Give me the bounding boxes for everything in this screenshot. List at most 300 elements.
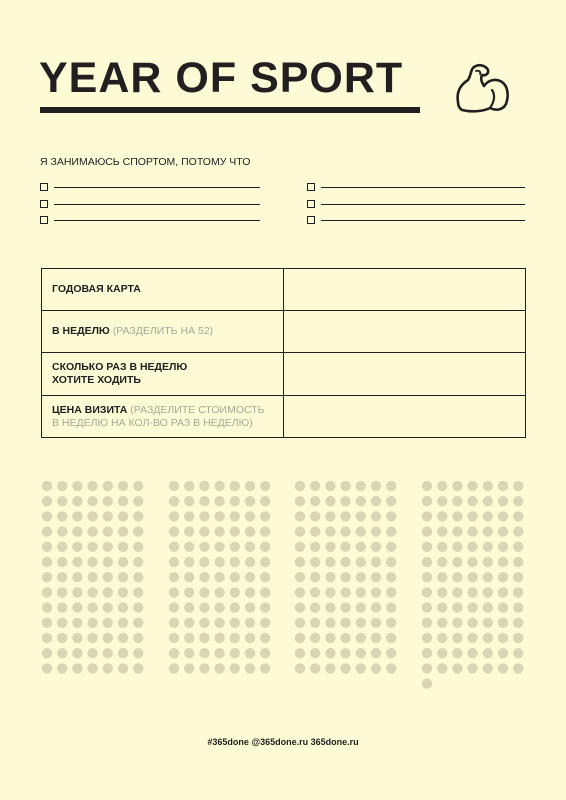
day-dot[interactable] [437, 587, 447, 597]
checkbox[interactable] [307, 216, 315, 224]
day-dot[interactable] [42, 618, 52, 628]
day-dot[interactable] [452, 648, 462, 658]
day-dot[interactable] [513, 511, 523, 521]
day-dot[interactable] [87, 572, 97, 582]
day-dot[interactable] [483, 572, 493, 582]
day-dot[interactable] [310, 602, 320, 612]
day-dot[interactable] [452, 542, 462, 552]
day-dot[interactable] [386, 557, 396, 567]
day-dot[interactable] [245, 648, 255, 658]
day-dot[interactable] [356, 481, 366, 491]
day-dot[interactable] [371, 618, 381, 628]
day-dot[interactable] [260, 602, 270, 612]
day-dot[interactable] [184, 557, 194, 567]
day-dot[interactable] [42, 481, 52, 491]
day-dot[interactable] [184, 602, 194, 612]
day-dot[interactable] [260, 648, 270, 658]
day-dot[interactable] [356, 557, 366, 567]
day-dot[interactable] [310, 572, 320, 582]
day-dot[interactable] [325, 587, 335, 597]
day-dot[interactable] [498, 572, 508, 582]
day-dot[interactable] [214, 633, 224, 643]
day-dot[interactable] [422, 511, 432, 521]
day-dot[interactable] [513, 557, 523, 567]
day-dot[interactable] [295, 648, 305, 658]
day-dot[interactable] [169, 618, 179, 628]
day-dot[interactable] [42, 511, 52, 521]
day-dot[interactable] [184, 618, 194, 628]
day-dot[interactable] [230, 587, 240, 597]
day-dot[interactable] [371, 557, 381, 567]
day-dot[interactable] [483, 602, 493, 612]
day-dot[interactable] [169, 648, 179, 658]
day-dot[interactable] [87, 542, 97, 552]
day-dot[interactable] [57, 648, 67, 658]
day-dot[interactable] [118, 542, 128, 552]
day-dot[interactable] [245, 511, 255, 521]
day-dot[interactable] [498, 618, 508, 628]
day-dot[interactable] [452, 481, 462, 491]
day-dot[interactable] [199, 633, 209, 643]
day-dot[interactable] [103, 602, 113, 612]
day-dot[interactable] [57, 526, 67, 536]
day-dot[interactable] [498, 633, 508, 643]
day-dot[interactable] [103, 526, 113, 536]
day-dot[interactable] [452, 618, 462, 628]
day-dot[interactable] [103, 633, 113, 643]
day-dot[interactable] [214, 648, 224, 658]
reason-item[interactable] [40, 183, 260, 188]
day-dot[interactable] [356, 526, 366, 536]
day-dot[interactable] [230, 618, 240, 628]
day-dot[interactable] [245, 663, 255, 673]
day-dot[interactable] [467, 572, 477, 582]
day-dot[interactable] [169, 526, 179, 536]
checkbox[interactable] [307, 200, 315, 208]
day-dot[interactable] [437, 648, 447, 658]
day-dot[interactable] [199, 557, 209, 567]
day-dot[interactable] [230, 526, 240, 536]
day-dot[interactable] [422, 496, 432, 506]
day-dot[interactable] [513, 633, 523, 643]
checkbox[interactable] [40, 200, 48, 208]
day-dot[interactable] [103, 557, 113, 567]
day-dot[interactable] [356, 602, 366, 612]
day-dot[interactable] [310, 481, 320, 491]
day-dot[interactable] [467, 587, 477, 597]
day-dot[interactable] [437, 557, 447, 567]
day-dot[interactable] [386, 496, 396, 506]
day-dot[interactable] [214, 557, 224, 567]
day-dot[interactable] [437, 526, 447, 536]
day-dot[interactable] [467, 481, 477, 491]
day-dot[interactable] [169, 663, 179, 673]
day-dot[interactable] [498, 602, 508, 612]
day-dot[interactable] [452, 572, 462, 582]
day-dot[interactable] [452, 663, 462, 673]
day-dot[interactable] [467, 663, 477, 673]
day-dot[interactable] [386, 572, 396, 582]
day-dot[interactable] [498, 587, 508, 597]
day-dot[interactable] [118, 633, 128, 643]
day-dot[interactable] [72, 526, 82, 536]
day-dot[interactable] [422, 602, 432, 612]
checkbox[interactable] [307, 183, 315, 191]
day-dot[interactable] [325, 648, 335, 658]
day-dot[interactable] [199, 511, 209, 521]
day-dot[interactable] [169, 557, 179, 567]
day-dot[interactable] [260, 663, 270, 673]
day-dot[interactable] [133, 602, 143, 612]
day-dot[interactable] [118, 648, 128, 658]
day-dot[interactable] [57, 496, 67, 506]
checkbox[interactable] [40, 183, 48, 191]
day-dot[interactable] [452, 602, 462, 612]
day-dot[interactable] [199, 572, 209, 582]
day-dot[interactable] [57, 618, 67, 628]
day-dot[interactable] [72, 663, 82, 673]
day-dot[interactable] [422, 663, 432, 673]
reason-line[interactable] [54, 187, 260, 188]
day-dot[interactable] [87, 618, 97, 628]
day-dot[interactable] [371, 511, 381, 521]
day-dot[interactable] [214, 618, 224, 628]
day-dot[interactable] [340, 648, 350, 658]
day-dot[interactable] [371, 572, 381, 582]
day-dot[interactable] [184, 572, 194, 582]
day-dot[interactable] [169, 602, 179, 612]
day-dot[interactable] [437, 496, 447, 506]
day-dot[interactable] [422, 633, 432, 643]
day-dot[interactable] [295, 481, 305, 491]
day-dot[interactable] [386, 663, 396, 673]
day-dot[interactable] [184, 587, 194, 597]
day-dot[interactable] [386, 587, 396, 597]
day-dot[interactable] [437, 481, 447, 491]
day-dot[interactable] [467, 648, 477, 658]
day-dot[interactable] [467, 602, 477, 612]
day-dot[interactable] [513, 481, 523, 491]
day-dot[interactable] [295, 557, 305, 567]
day-dot[interactable] [498, 542, 508, 552]
reason-line[interactable] [54, 204, 260, 205]
day-dot[interactable] [199, 496, 209, 506]
day-dot[interactable] [295, 511, 305, 521]
reason-line[interactable] [54, 220, 260, 221]
day-dot[interactable] [356, 648, 366, 658]
day-dot[interactable] [498, 663, 508, 673]
row-value-field[interactable] [283, 311, 525, 353]
day-dot[interactable] [483, 481, 493, 491]
day-dot[interactable] [422, 526, 432, 536]
day-dot[interactable] [295, 587, 305, 597]
day-dot[interactable] [42, 557, 52, 567]
day-dot[interactable] [437, 633, 447, 643]
day-dot[interactable] [310, 511, 320, 521]
day-dot[interactable] [57, 542, 67, 552]
day-dot[interactable] [230, 496, 240, 506]
day-dot[interactable] [42, 602, 52, 612]
day-dot[interactable] [340, 587, 350, 597]
day-dot[interactable] [483, 496, 493, 506]
day-dot[interactable] [245, 496, 255, 506]
day-dot[interactable] [422, 542, 432, 552]
day-dot[interactable] [356, 511, 366, 521]
day-dot[interactable] [260, 618, 270, 628]
day-dot[interactable] [214, 542, 224, 552]
day-dot[interactable] [325, 663, 335, 673]
day-dot[interactable] [118, 526, 128, 536]
day-dot[interactable] [422, 678, 432, 688]
day-dot[interactable] [513, 618, 523, 628]
day-dot[interactable] [295, 572, 305, 582]
day-dot[interactable] [371, 542, 381, 552]
day-dot[interactable] [42, 648, 52, 658]
day-dot[interactable] [483, 663, 493, 673]
day-dot[interactable] [513, 542, 523, 552]
day-dot[interactable] [422, 648, 432, 658]
day-dot[interactable] [169, 633, 179, 643]
day-dot[interactable] [437, 542, 447, 552]
day-dot[interactable] [133, 618, 143, 628]
day-dot[interactable] [103, 511, 113, 521]
day-dot[interactable] [42, 633, 52, 643]
day-dot[interactable] [295, 602, 305, 612]
day-dot[interactable] [169, 511, 179, 521]
day-dot[interactable] [295, 633, 305, 643]
day-dot[interactable] [103, 496, 113, 506]
day-dot[interactable] [452, 511, 462, 521]
day-dot[interactable] [467, 633, 477, 643]
day-dot[interactable] [498, 557, 508, 567]
day-dot[interactable] [245, 618, 255, 628]
day-dot[interactable] [72, 633, 82, 643]
day-dot[interactable] [184, 542, 194, 552]
day-dot[interactable] [133, 496, 143, 506]
day-dot[interactable] [103, 542, 113, 552]
day-dot[interactable] [87, 481, 97, 491]
day-dot[interactable] [118, 481, 128, 491]
day-dot[interactable] [133, 587, 143, 597]
day-dot[interactable] [169, 572, 179, 582]
day-dot[interactable] [295, 496, 305, 506]
day-dot[interactable] [260, 587, 270, 597]
day-dot[interactable] [386, 481, 396, 491]
day-dot[interactable] [340, 511, 350, 521]
day-dot[interactable] [386, 633, 396, 643]
day-dot[interactable] [325, 602, 335, 612]
day-dot[interactable] [513, 587, 523, 597]
day-dot[interactable] [371, 633, 381, 643]
day-dot[interactable] [356, 542, 366, 552]
day-dot[interactable] [325, 511, 335, 521]
day-dot[interactable] [118, 557, 128, 567]
day-dot[interactable] [103, 572, 113, 582]
day-dot[interactable] [386, 526, 396, 536]
day-dot[interactable] [133, 511, 143, 521]
day-dot[interactable] [467, 618, 477, 628]
day-dot[interactable] [513, 648, 523, 658]
day-dot[interactable] [57, 481, 67, 491]
day-dot[interactable] [356, 633, 366, 643]
day-dot[interactable] [483, 557, 493, 567]
reason-item[interactable] [40, 216, 260, 221]
day-dot[interactable] [310, 526, 320, 536]
reason-line[interactable] [321, 220, 525, 221]
day-dot[interactable] [371, 587, 381, 597]
day-dot[interactable] [340, 526, 350, 536]
day-dot[interactable] [42, 496, 52, 506]
day-dot[interactable] [260, 481, 270, 491]
day-dot[interactable] [133, 663, 143, 673]
day-dot[interactable] [214, 572, 224, 582]
day-dot[interactable] [230, 602, 240, 612]
day-dot[interactable] [295, 526, 305, 536]
day-dot[interactable] [340, 618, 350, 628]
day-dot[interactable] [118, 572, 128, 582]
day-dot[interactable] [386, 602, 396, 612]
day-dot[interactable] [184, 526, 194, 536]
day-dot[interactable] [42, 572, 52, 582]
day-dot[interactable] [72, 648, 82, 658]
day-dot[interactable] [340, 496, 350, 506]
day-dot[interactable] [452, 633, 462, 643]
day-dot[interactable] [325, 526, 335, 536]
day-dot[interactable] [72, 511, 82, 521]
day-dot[interactable] [199, 542, 209, 552]
day-dot[interactable] [230, 511, 240, 521]
day-dot[interactable] [214, 602, 224, 612]
day-dot[interactable] [57, 663, 67, 673]
day-dot[interactable] [371, 496, 381, 506]
day-dot[interactable] [325, 496, 335, 506]
day-dot[interactable] [169, 496, 179, 506]
day-dot[interactable] [230, 648, 240, 658]
day-dot[interactable] [72, 618, 82, 628]
day-dot[interactable] [386, 511, 396, 521]
day-dot[interactable] [230, 542, 240, 552]
day-dot[interactable] [310, 542, 320, 552]
day-dot[interactable] [325, 572, 335, 582]
day-dot[interactable] [87, 602, 97, 612]
day-dot[interactable] [133, 633, 143, 643]
day-dot[interactable] [310, 648, 320, 658]
day-dot[interactable] [325, 618, 335, 628]
day-dot[interactable] [340, 663, 350, 673]
reason-item[interactable] [307, 200, 525, 205]
day-dot[interactable] [133, 572, 143, 582]
day-dot[interactable] [310, 557, 320, 567]
day-dot[interactable] [184, 511, 194, 521]
day-dot[interactable] [422, 587, 432, 597]
day-dot[interactable] [103, 648, 113, 658]
day-dot[interactable] [483, 511, 493, 521]
day-dot[interactable] [356, 572, 366, 582]
day-dot[interactable] [169, 481, 179, 491]
day-dot[interactable] [371, 648, 381, 658]
day-dot[interactable] [199, 618, 209, 628]
day-dot[interactable] [386, 648, 396, 658]
day-dot[interactable] [452, 557, 462, 567]
day-dot[interactable] [184, 648, 194, 658]
day-dot[interactable] [260, 542, 270, 552]
day-dot[interactable] [118, 663, 128, 673]
reason-item[interactable] [307, 216, 525, 221]
day-dot[interactable] [184, 481, 194, 491]
day-dot[interactable] [260, 526, 270, 536]
day-dot[interactable] [184, 496, 194, 506]
day-dot[interactable] [118, 496, 128, 506]
day-dot[interactable] [57, 602, 67, 612]
day-dot[interactable] [133, 542, 143, 552]
day-dot[interactable] [214, 511, 224, 521]
row-value-field[interactable] [283, 353, 525, 396]
reason-item[interactable] [307, 183, 525, 188]
day-dot[interactable] [310, 496, 320, 506]
day-dot[interactable] [325, 481, 335, 491]
day-dot[interactable] [199, 526, 209, 536]
day-dot[interactable] [42, 542, 52, 552]
day-dot[interactable] [483, 542, 493, 552]
checkbox[interactable] [40, 216, 48, 224]
day-dot[interactable] [467, 496, 477, 506]
day-dot[interactable] [295, 663, 305, 673]
day-dot[interactable] [498, 511, 508, 521]
day-dot[interactable] [340, 633, 350, 643]
day-dot[interactable] [513, 602, 523, 612]
day-dot[interactable] [57, 511, 67, 521]
day-dot[interactable] [214, 587, 224, 597]
day-dot[interactable] [133, 557, 143, 567]
day-dot[interactable] [325, 633, 335, 643]
day-dot[interactable] [118, 618, 128, 628]
day-dot[interactable] [340, 602, 350, 612]
row-value-field[interactable] [283, 269, 525, 311]
row-value-field[interactable] [283, 396, 525, 438]
day-dot[interactable] [103, 663, 113, 673]
reason-line[interactable] [321, 204, 525, 205]
day-dot[interactable] [483, 526, 493, 536]
day-dot[interactable] [72, 602, 82, 612]
day-dot[interactable] [72, 542, 82, 552]
day-dot[interactable] [513, 572, 523, 582]
day-dot[interactable] [245, 557, 255, 567]
day-dot[interactable] [87, 633, 97, 643]
day-dot[interactable] [87, 526, 97, 536]
day-dot[interactable] [356, 618, 366, 628]
day-dot[interactable] [498, 481, 508, 491]
day-dot[interactable] [513, 496, 523, 506]
day-dot[interactable] [169, 587, 179, 597]
day-dot[interactable] [118, 511, 128, 521]
day-dot[interactable] [42, 663, 52, 673]
day-dot[interactable] [118, 602, 128, 612]
day-dot[interactable] [230, 481, 240, 491]
reason-item[interactable] [40, 200, 260, 205]
day-dot[interactable] [498, 526, 508, 536]
day-dot[interactable] [72, 587, 82, 597]
day-dot[interactable] [230, 557, 240, 567]
day-dot[interactable] [371, 602, 381, 612]
day-dot[interactable] [245, 587, 255, 597]
day-dot[interactable] [72, 572, 82, 582]
day-dot[interactable] [87, 496, 97, 506]
day-dot[interactable] [310, 587, 320, 597]
day-dot[interactable] [437, 602, 447, 612]
day-dot[interactable] [133, 526, 143, 536]
day-dot[interactable] [87, 587, 97, 597]
day-dot[interactable] [437, 572, 447, 582]
